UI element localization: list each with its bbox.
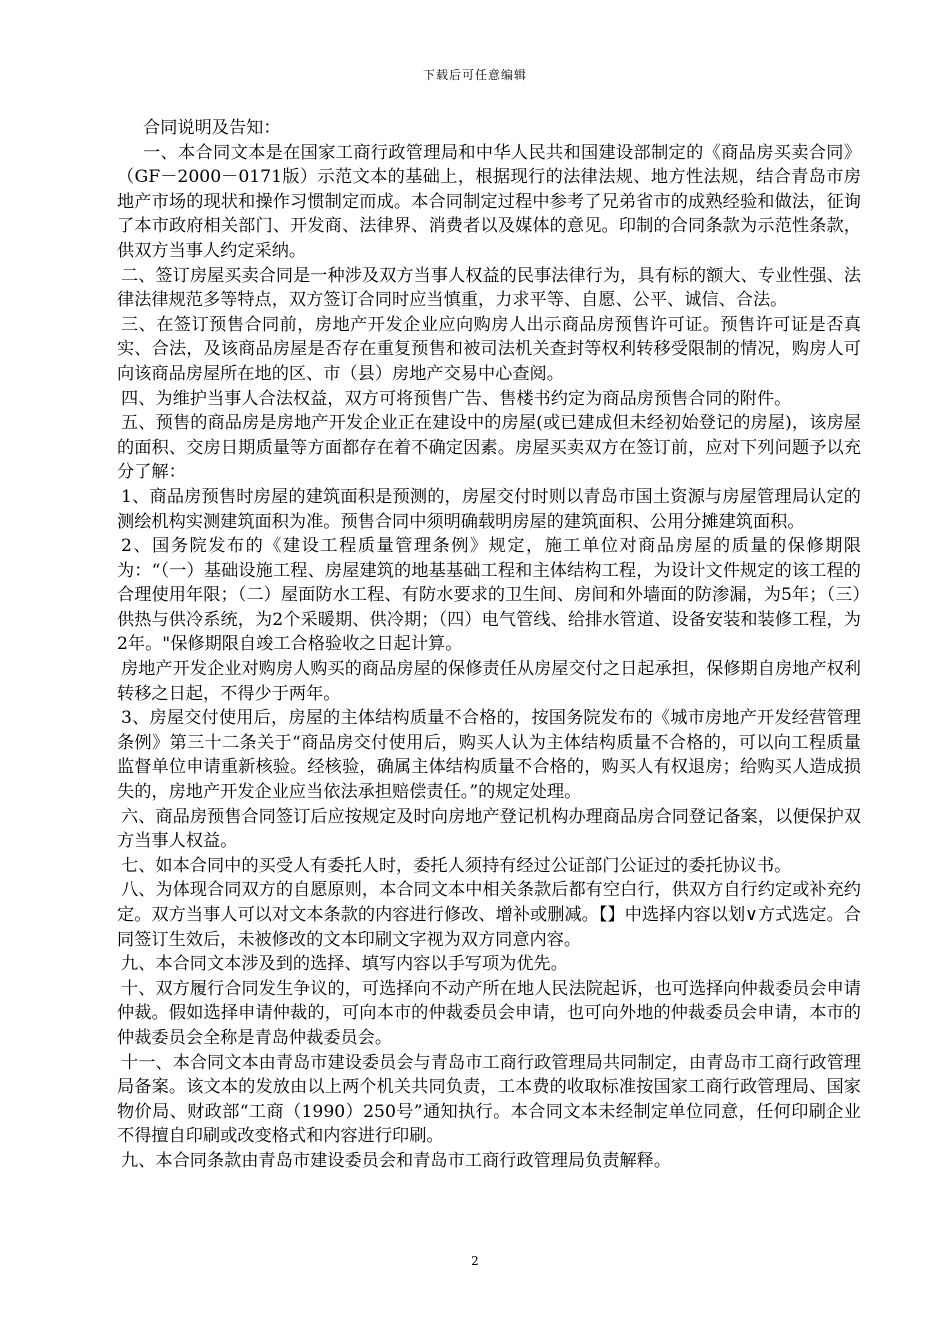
paragraph: 合同说明及告知：	[143, 118, 281, 138]
document-body	[117, 116, 861, 1174]
paragraph: 四、为维护当事人合法权益，双方可将预售广告、售楼书约定为商品房预售合同的附件。	[121, 388, 792, 409]
paragraph: 十、双方履行合同发生争议的，可选择向不动产所在地人民法院起诉，也可选择向仲裁委员会申请仲裁。假如选择申请仲裁的，可向本市的仲裁委员会申请，也可向外地的仲裁委员会申请，本市的仲裁委员会全称是青岛仲裁委员会。	[117, 978, 861, 1048]
paragraph: 二、签订房屋买卖合同是一种涉及双方当事人权益的民事法律行为，具有标的额大、专业性强、法律法律规范多等特点，双方签订合同时应当慎重，力求平等、自愿、公平、诚信、合法。	[117, 265, 861, 311]
paragraph: 3、房屋交付使用后，房屋的主体结构质量不合格的，按国务院发布的《城市房地产开发经营管理条例》第三十二条关于“商品房交付使用后，购买人认为主体结构质量不合格的，可以向工程质量监督单位申请重新核验。经核验，确属主体结构质量不合格的，购买人有权退房；给购买人造成损失的，房地产开发企业应当依法承担赔偿责任。”的规定处理。	[117, 708, 861, 803]
paragraph: 2、国务院发布的《建设工程质量管理条例》规定，施工单位对商品房屋的质量的保修期限为：“（一）基础设施工程、房屋建筑的地基基础工程和主体结构工程，为设计文件规定的该工程的合理使用年限；（二）屋面防水工程、有防水要求的卫生间、房间和外墙面的防渗漏，为5年；（三）供热与供冷系统，为2个采暖期、供冷期；（四）电气管线、给排水管道、设备安装和装修工程，为2年。"保修期限自竣工合格验收之日起计算。	[117, 536, 861, 655]
page-header: 下载后可任意编辑	[422, 68, 527, 82]
paragraph: 六、商品房预售合同签订后应按规定及时向房地产登记机构办理商品房合同登记备案，以便保护双方当事人权益。	[117, 806, 861, 852]
paragraph: 九、本合同文本涉及到的选择、填写内容以手写项为优先。	[121, 954, 568, 975]
paragraph: 三、在签订预售合同前，房地产开发企业应向购房人出示商品房预售许可证。预售许可证是否真实、合法，及该商品房屋是否存在重复预售和被司法机关查封等权利转移受限制的情况，购房人可向该商品房屋所在地的区、市（县）房地产交易中心查阅。	[117, 314, 861, 384]
paragraph: 十一、本合同文本由青岛市建设委员会与青岛市工商行政管理局共同制定，由青岛市工商行政管理局备案。该文本的发放由以上两个机关共同负责，工本费的收取标准按国家工商行政管理局、国家物价局、财政部“工商（1990）250号”通知执行。本合同文本未经制定单位同意，任何印刷企业不得擅自印刷或改变格式和内容进行印刷。	[117, 1052, 861, 1147]
paragraph: 七、如本合同中的买受人有委托人时，委托人须持有经过公证部门公证过的委托协议书。	[121, 855, 792, 876]
paragraph: 一、本合同文本是在国家工商行政管理局和中华人民共和国建设部制定的《商品房买卖合同》（GF－2000－0171版）示范文本的基础上，根据现行的法律法规、地方性法规，结合青岛市房地产市场的现状和操作习惯制定而成。本合同制定过程中参考了兄弟省市的成熟经验和做法，征询了本市政府相关部门、开发商、法律界、消费者以及媒体的意见。印制的合同条款为示范性条款，供双方当事人约定采纳。	[117, 142, 861, 261]
paragraph: 八、为体现合同双方的自愿原则，本合同文本中相关条款后都有空白行，供双方自行约定或补充约定。双方当事人可以对文本条款的内容进行修改、增补或删减。【】中选择内容以划∨方式选定。合同签订生效后，未被修改的文本印刷文字视为双方同意内容。	[117, 880, 861, 950]
paragraph: 1、商品房预售时房屋的建筑面积是预测的，房屋交付时则以青岛市国土资源与房屋管理局认定的测绘机构实测建筑面积为准。预售合同中须明确载明房屋的建筑面积、公用分摊建筑面积。	[117, 486, 861, 532]
paragraph: 五、预售的商品房是房地产开发企业正在建设中的房屋(或已建成但未经初始登记的房屋)，该房屋的面积、交房日期质量等方面都存在着不确定因素。房屋买卖双方在签订前，应对下列问题予以充分了解：	[117, 413, 861, 483]
paragraph: 九、本合同条款由青岛市建设委员会和青岛市工商行政管理局负责解释。	[121, 1150, 672, 1171]
page-number: 2	[471, 1254, 479, 1268]
paragraph: 房地产开发企业对购房人购买的商品房屋的保修责任从房屋交付之日起承担，保修期自房地产权利转移之日起，不得少于两年。	[117, 659, 861, 704]
